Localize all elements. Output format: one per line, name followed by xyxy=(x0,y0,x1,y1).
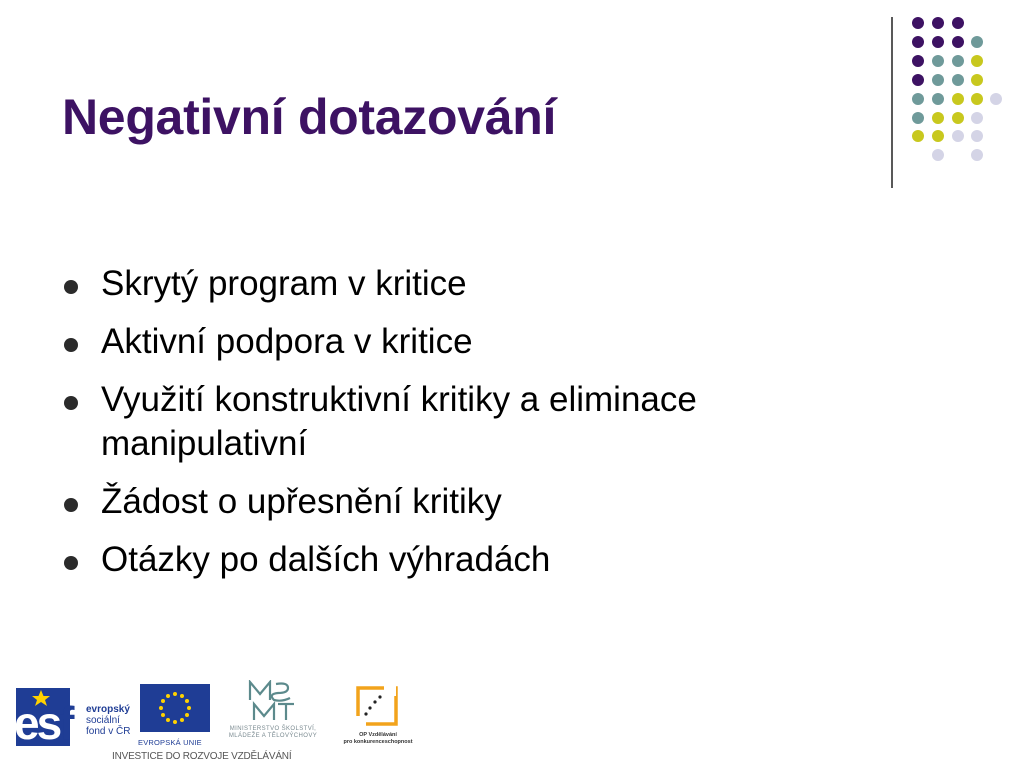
dot-purple xyxy=(932,17,944,29)
esf-letters-white: es xyxy=(14,697,60,749)
dot-yellow xyxy=(952,112,964,124)
msmt-caption xyxy=(212,726,334,740)
dot-teal xyxy=(932,74,944,86)
dot-teal xyxy=(952,55,964,67)
dot-yellow xyxy=(912,130,924,142)
bullet-list xyxy=(62,262,902,596)
bullet-dot-icon xyxy=(64,280,78,294)
dot-teal xyxy=(971,36,983,48)
dot-yellow xyxy=(952,93,964,105)
investice-slogan: INVESTICE DO ROZVOJE VZDĚLÁVÁNÍ xyxy=(112,751,292,762)
dot-lavender xyxy=(971,112,983,124)
bullet-item xyxy=(62,538,902,582)
dot-yellow xyxy=(971,93,983,105)
dot-purple xyxy=(932,36,944,48)
bullet-text: Skrytý program v kritice xyxy=(101,264,467,303)
decorative-dot-grid xyxy=(0,0,1024,200)
esf-text xyxy=(86,704,138,737)
bullet-item xyxy=(62,262,902,306)
esf-logo xyxy=(14,684,136,750)
bullet-item xyxy=(62,480,902,524)
dot-purple xyxy=(912,17,924,29)
dot-purple xyxy=(912,74,924,86)
esf-letters: esf xyxy=(14,697,72,749)
bullet-dot-icon xyxy=(64,556,78,570)
bullet-dot-icon xyxy=(64,396,78,410)
dot-teal xyxy=(932,93,944,105)
dot-teal xyxy=(912,93,924,105)
bullet-text: Otázky po dalších výhradách xyxy=(101,540,551,579)
op-caption-line2: pro konkurenceschopnost xyxy=(343,739,413,745)
bullet-dot-icon xyxy=(64,338,78,352)
dot-purple xyxy=(952,17,964,29)
bullet-text: Využití konstruktivní kritiky a eliminace manipulativní xyxy=(101,380,697,463)
msmt-logo-icon xyxy=(248,680,296,722)
op-caption-line1: OP Vzdělávání xyxy=(359,732,397,738)
op-logo-icon xyxy=(354,684,400,728)
dot-teal xyxy=(932,55,944,67)
eu-flag-icon xyxy=(140,684,210,732)
dot-teal xyxy=(912,112,924,124)
footer-logo-strip xyxy=(14,676,416,766)
dot-yellow xyxy=(971,55,983,67)
msmt-caption-line2: MLÁDEŽE A TĚLOVÝCHOVY xyxy=(228,733,318,739)
dot-yellow xyxy=(932,130,944,142)
dot-purple xyxy=(912,55,924,67)
dot-lavender xyxy=(971,130,983,142)
dot-lavender xyxy=(932,149,944,161)
esf-text-line1: evropský xyxy=(86,704,130,715)
slide-title: Negativní dotazování xyxy=(62,89,557,145)
msmt-caption-line1: MINISTERSTVO ŠKOLSTVÍ, xyxy=(229,726,317,732)
esf-text-line3: fond v ČR xyxy=(86,726,131,737)
bullet-dot-icon xyxy=(64,498,78,512)
dot-lavender xyxy=(971,149,983,161)
dot-yellow xyxy=(932,112,944,124)
esf-text-line2: sociální xyxy=(86,715,120,726)
bullet-item xyxy=(62,378,902,466)
dot-yellow xyxy=(971,74,983,86)
bullet-text: Žádost o upřesnění kritiky xyxy=(101,482,502,521)
dot-lavender xyxy=(990,93,1002,105)
bullet-text: Aktivní podpora v kritice xyxy=(101,322,473,361)
eu-caption: EVROPSKÁ UNIE xyxy=(138,738,202,747)
dot-purple xyxy=(912,36,924,48)
bullet-item xyxy=(62,320,902,364)
op-caption xyxy=(336,732,420,746)
dot-teal xyxy=(952,74,964,86)
dot-purple xyxy=(952,36,964,48)
dot-lavender xyxy=(952,130,964,142)
eu-stars-icon xyxy=(140,684,210,732)
